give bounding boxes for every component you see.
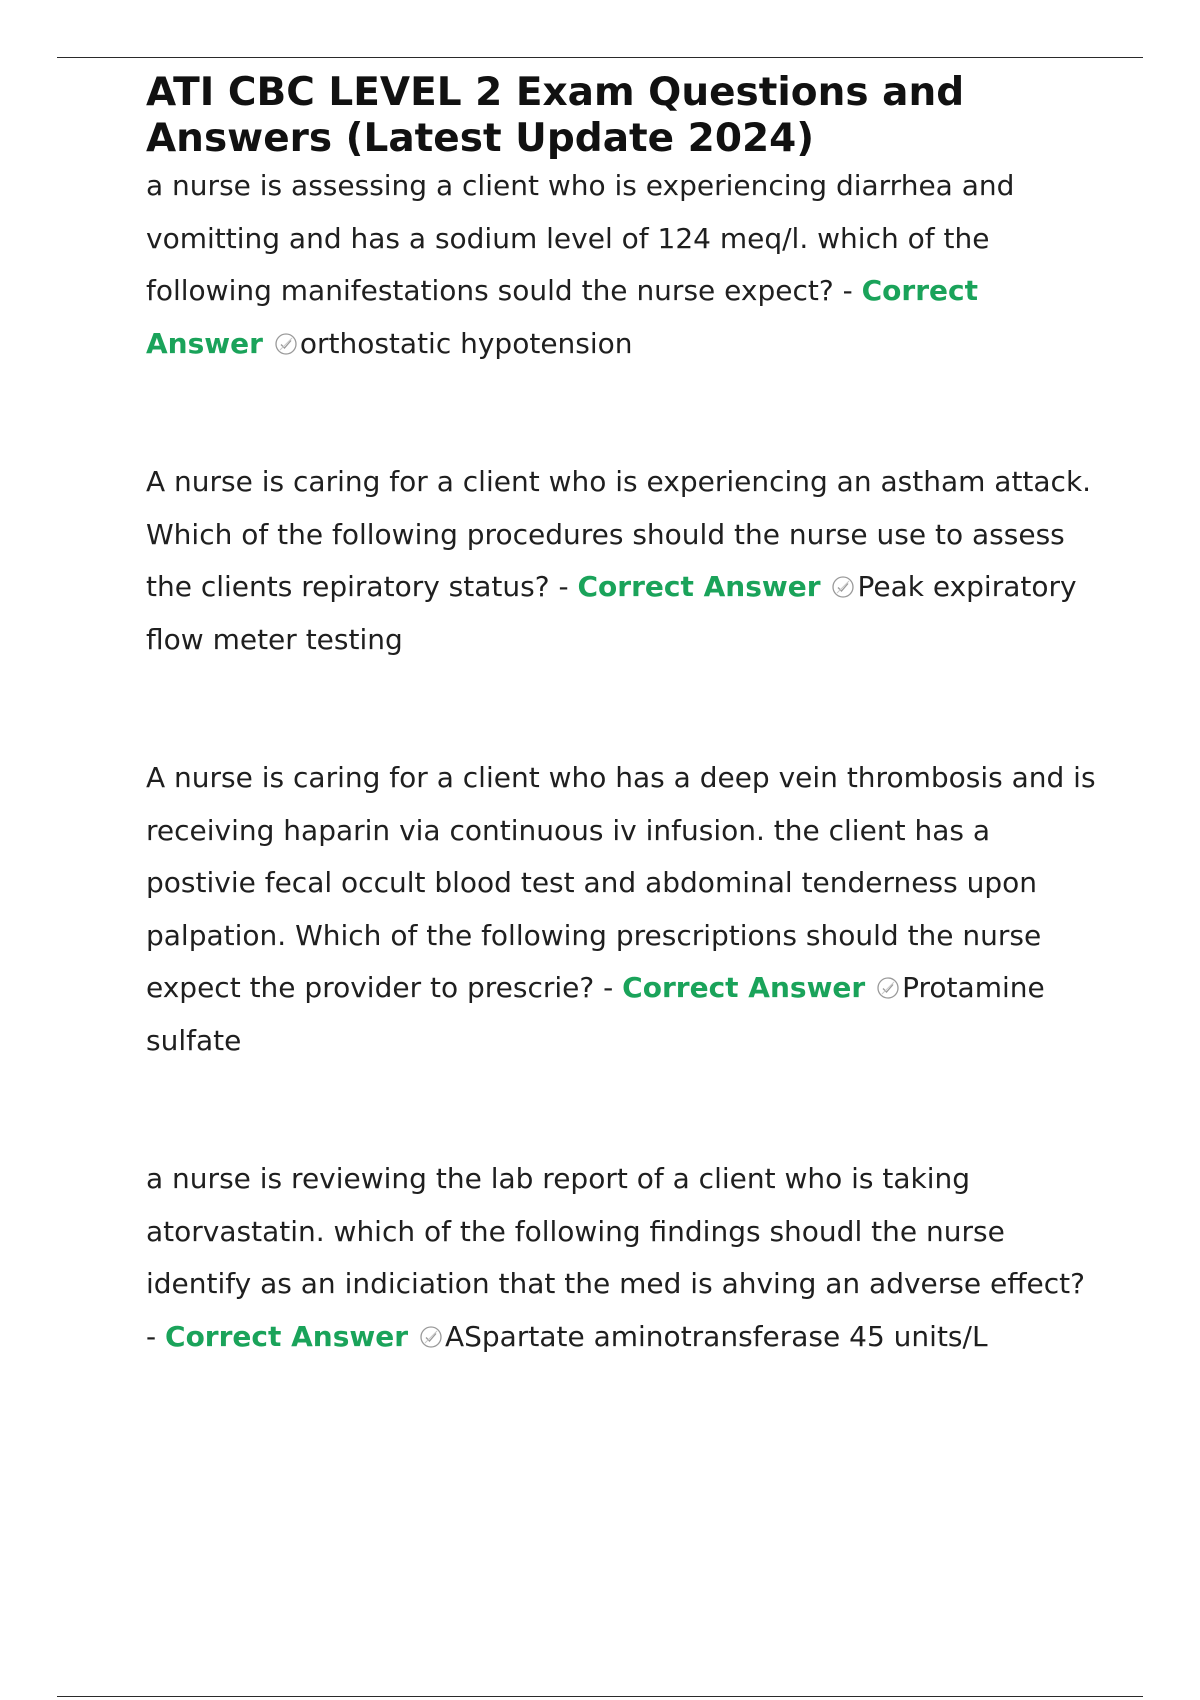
document-title: ATI CBC LEVEL 2 Exam Questions and Answers (Latest Update 2024): [146, 70, 965, 161]
separator: -: [549, 570, 578, 603]
qa-item: [146, 160, 1096, 370]
answer-text: orthostatic hypotension: [299, 326, 633, 360]
question-text: a nurse is reviewing the lab report of a client who is taking atorvastatin. which of the following findings shoudl the nurse identify as an indiciation that the med is ahving an adverse effect?: [146, 1162, 1085, 1300]
qa-item: [146, 1153, 1096, 1363]
bottom-rule: [57, 1696, 1143, 1697]
check-circle-icon: [876, 976, 900, 1000]
question-text: A nurse is caring for a client who is experiencing an astham attack. Which of the following procedures should the nurse use to assess the clients repiratory status?: [146, 465, 1092, 603]
answer-text: Peak expiratory flow meter testing: [146, 570, 1077, 656]
correct-answer-label: Correct Answer: [165, 1319, 409, 1353]
separator: -: [594, 971, 623, 1004]
answer-text: Protamine sulfate: [146, 971, 1045, 1057]
correct-answer-label: Correct Answer: [577, 570, 821, 603]
check-circle-icon: [419, 1325, 443, 1349]
correct-answer-label: Correct Answer: [622, 971, 866, 1004]
top-rule: [57, 57, 1143, 58]
question-text: A nurse is caring for a client who has a deep vein thrombosis and is receiving haparin via continuous iv infusion. the client has a postivie fecal occult blood test and abdominal tenderness upon palpation. Which of the following prescriptions should the nurse expect the provider to prescrie?: [146, 761, 1096, 1004]
answer-text: ASpartate aminotransferase 45 units/L: [444, 1319, 988, 1353]
check-circle-icon: [831, 575, 855, 599]
check-circle-icon: [274, 332, 298, 356]
document-body: [146, 70, 1096, 1449]
separator: -: [146, 1319, 166, 1353]
qa-item: [146, 752, 1096, 1067]
question-text: a nurse is assessing a client who is experiencing diarrhea and vomitting and has a sodium level of 124 meq/l. which of the following manifestations sould the nurse expect?: [146, 169, 1015, 307]
qa-list: [146, 160, 1096, 1363]
correct-answer-label: Correct Answer: [146, 274, 978, 360]
qa-item: [146, 456, 1096, 666]
separator: -: [833, 274, 862, 307]
